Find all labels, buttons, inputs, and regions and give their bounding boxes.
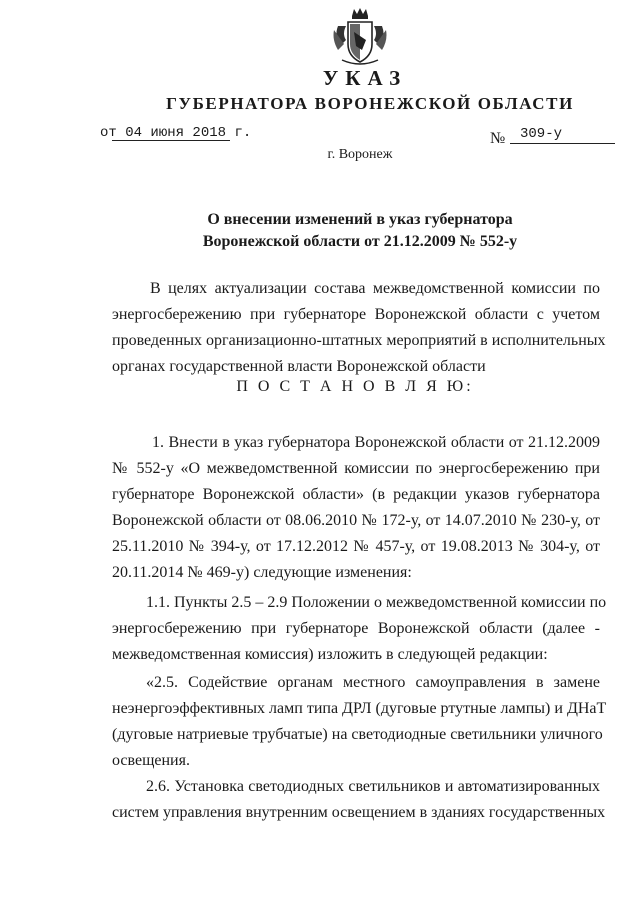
city-name: г. Воронеж — [327, 147, 393, 162]
item-2-5 — [112, 670, 607, 774]
date-value: 04 июня 2018 — [125, 125, 227, 141]
number-underline — [510, 143, 615, 144]
text-line: 2.6. Установка светодиодных светильников и автоматизированных — [146, 778, 600, 795]
date-suffix: г. — [234, 125, 252, 141]
text-line: 25.11.2010 № 394-у, от 17.12.2012 № 457-у, от 19.08.2013 № 304-у, от — [112, 538, 600, 555]
text-line: (дуговые натриевые трубчатые) на светодиодные светильники уличного — [112, 726, 603, 743]
text-line: № 552-у «О межведомственной комиссии по энергосбережению при — [112, 460, 600, 477]
item-2-6 — [112, 774, 606, 826]
text-line: систем управления внутренним освещением в зданиях государственных — [112, 804, 606, 821]
subject-line-1: О внесении изменений в указ губернатора — [207, 211, 513, 228]
number-sign: № — [490, 130, 506, 147]
text-line: органах государственной власти Воронежской области — [112, 358, 486, 375]
document-number: 309-у — [520, 126, 563, 142]
text-line: энергосбережению при губернаторе Воронежской области с учетом — [112, 306, 600, 323]
text-line: губернаторе Воронежской области» (в редакции указов губернатора — [112, 486, 600, 503]
text-line: 1.1. Пункты 2.5 – 2.9 Положении о межведомственной комиссии по — [146, 594, 607, 611]
document-date — [100, 125, 251, 141]
text-line: освещения. — [112, 752, 190, 769]
subject-line-2: Воронежской области от 21.12.2009 № 552-у — [202, 233, 518, 250]
issuer-title: ГУБЕРНАТОРА ВОРОНЕЖСКОЙ ОБЛАСТИ — [166, 94, 574, 113]
coat-of-arms-icon — [332, 6, 388, 68]
text-line: Воронежской области от 08.06.2010 № 172-у, от 14.07.2010 № 230-у, от — [112, 512, 600, 529]
item-1 — [112, 430, 600, 586]
text-line: 1. Внести в указ губернатора Воронежской области от 21.12.2009 — [152, 434, 600, 451]
decree-word: П О С Т А Н О В Л Я Ю: — [236, 378, 474, 395]
preamble — [112, 276, 606, 380]
item-1-1 — [112, 590, 607, 668]
text-line: проведенных организационно-штатных мероприятий в исполнительных — [112, 332, 606, 349]
text-line: «2.5. Содействие органам местного самоуправления в замене — [146, 674, 600, 691]
text-line: неэнергоэффективных ламп типа ДРЛ (дуговые ртутные лампы) и ДНаТ — [112, 700, 607, 717]
date-prefix: от — [100, 125, 117, 141]
text-line: энергосбережению при губернаторе Воронежской области (далее - — [112, 620, 600, 637]
text-line: В целях актуализации состава межведомственной комиссии по — [150, 280, 600, 297]
date-underline — [112, 140, 230, 141]
document-subject — [120, 209, 600, 253]
document-type-title: УКАЗ — [322, 66, 408, 90]
text-line: межведомственная комиссия) изложить в следующей редакции: — [112, 646, 548, 663]
text-line: 20.11.2014 № 469-у) следующие изменения: — [112, 564, 412, 581]
